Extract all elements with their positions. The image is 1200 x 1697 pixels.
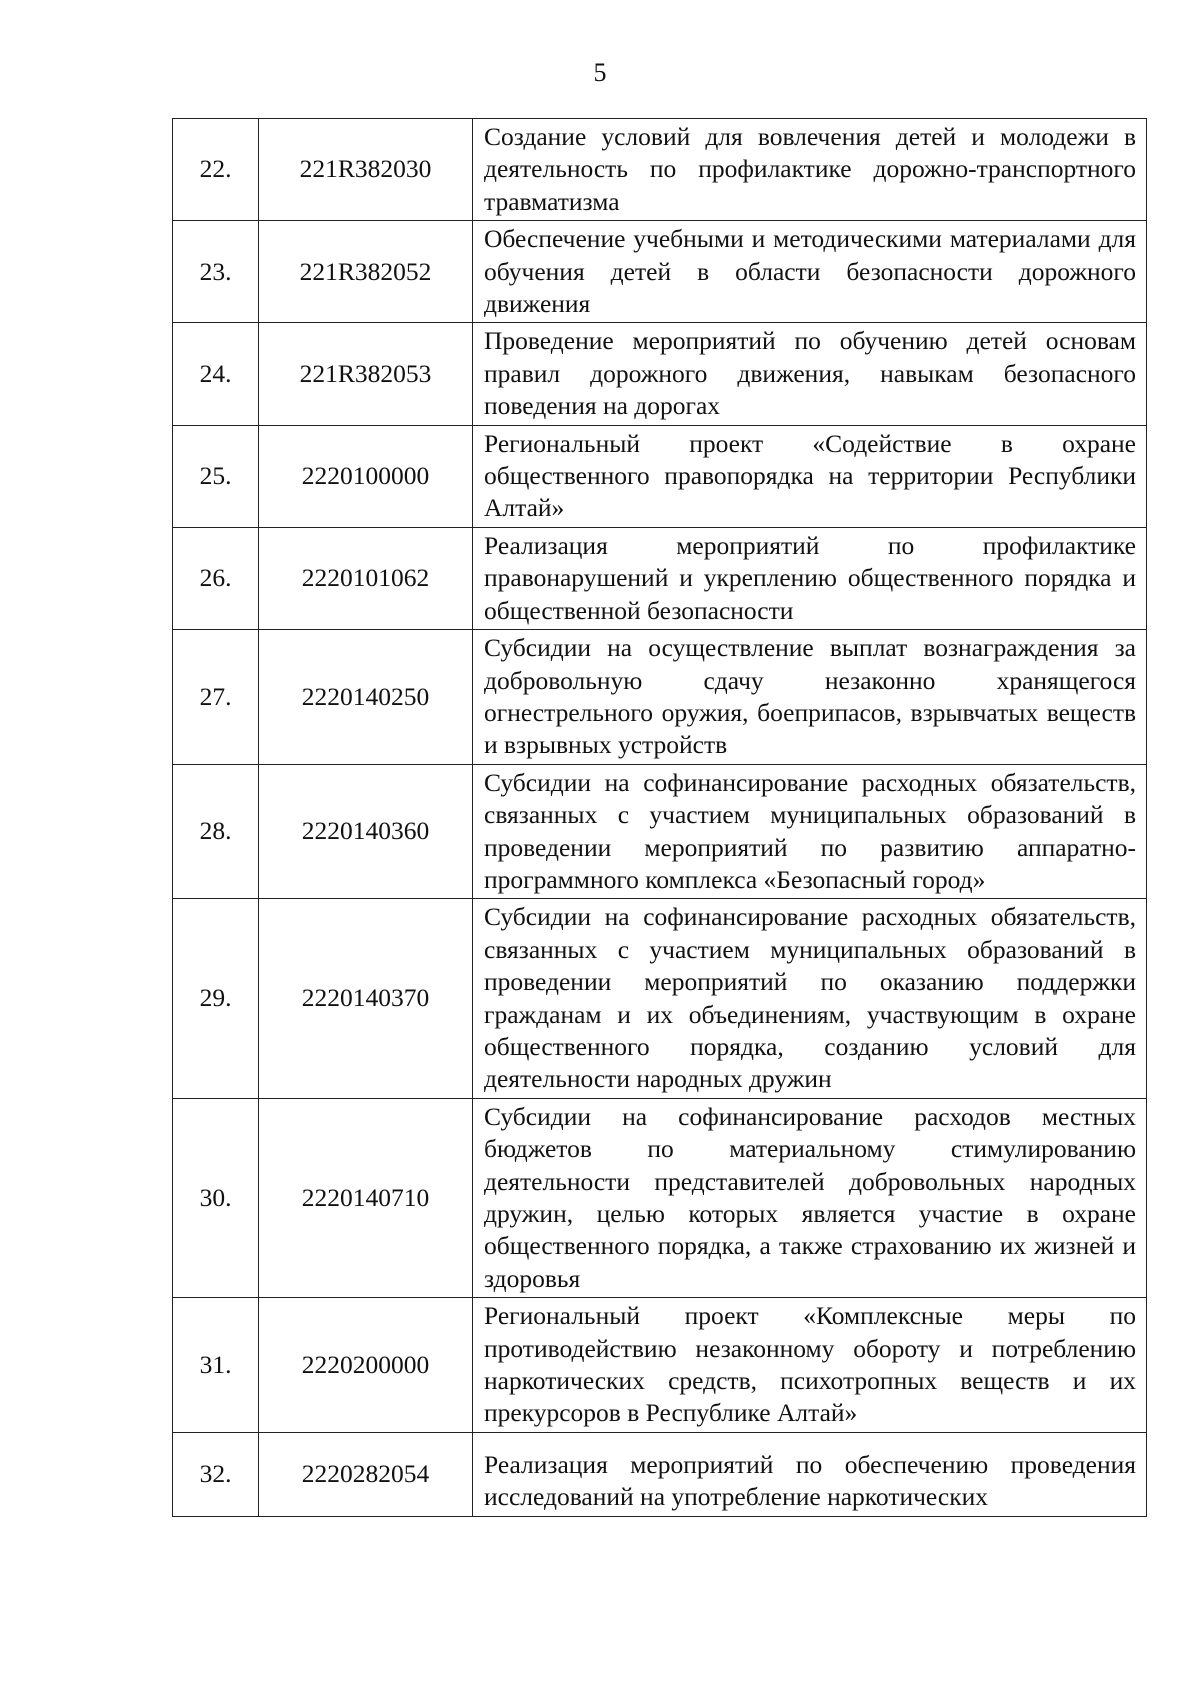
row-number: 32. bbox=[173, 1432, 259, 1516]
table-row bbox=[173, 1432, 1147, 1516]
table-row bbox=[173, 221, 1147, 323]
row-code: 2220140360 bbox=[259, 764, 473, 899]
table-row bbox=[173, 764, 1147, 899]
row-description: Субсидии на осуществление выплат вознаграждения за добровольную сдачу незаконно хранящегося огнестрельного оружия, боеприпасов, взрывчатых веществ и взрывных устройств bbox=[473, 630, 1147, 765]
row-description: Субсидии на софинансирование расходных обязательств, связанных с участием муниципальных образований в проведении мероприятий по оказанию поддержки гражданам и их объединениям, участвующим в охране общественного порядка, созданию условий для деятельности народных дружин bbox=[473, 899, 1147, 1098]
row-description: Региональный проект «Содействие в охране общественного правопорядка на территории Республики Алтай» bbox=[473, 425, 1147, 527]
row-description: Обеспечение учебными и методическими материалами для обучения детей в области безопасности дорожного движения bbox=[473, 221, 1147, 323]
row-number: 26. bbox=[173, 527, 259, 629]
row-description: Региональный проект «Комплексные меры по противодействию незаконному обороту и потреблению наркотических средств, психотропных веществ и их прекурсоров в Республике Алтай» bbox=[473, 1298, 1147, 1433]
row-number: 25. bbox=[173, 425, 259, 527]
table-row bbox=[173, 899, 1147, 1098]
row-code: 2220140710 bbox=[259, 1098, 473, 1297]
row-code: 2220101062 bbox=[259, 527, 473, 629]
row-description: Субсидии на софинансирование расходных обязательств, связанных с участием муниципальных образований в проведении мероприятий по развитию аппаратно-программного комплекса «Безопасный город» bbox=[473, 764, 1147, 899]
table-row bbox=[173, 527, 1147, 629]
row-number: 29. bbox=[173, 899, 259, 1098]
row-description: Реализация мероприятий по профилактике правонарушений и укреплению общественного порядка и общественной безопасности bbox=[473, 527, 1147, 629]
table-row bbox=[173, 119, 1147, 221]
row-code: 221R382053 bbox=[259, 323, 473, 425]
row-description: Проведение мероприятий по обучению детей основам правил дорожного движения, навыкам безопасного поведения на дорогах bbox=[473, 323, 1147, 425]
table-row bbox=[173, 323, 1147, 425]
table-row bbox=[173, 1098, 1147, 1297]
row-number: 22. bbox=[173, 119, 259, 221]
row-code: 221R382052 bbox=[259, 221, 473, 323]
row-code: 2220140250 bbox=[259, 630, 473, 765]
budget-codes-table bbox=[172, 118, 1147, 1517]
row-code: 2220200000 bbox=[259, 1298, 473, 1433]
row-description: Реализация мероприятий по обеспечению проведения исследований на употребление наркотических bbox=[473, 1432, 1147, 1516]
row-number: 28. bbox=[173, 764, 259, 899]
page-number: 5 bbox=[593, 58, 607, 87]
row-code: 221R382030 bbox=[259, 119, 473, 221]
table-row bbox=[173, 1298, 1147, 1433]
table-row bbox=[173, 630, 1147, 765]
row-number: 31. bbox=[173, 1298, 259, 1433]
row-code: 2220140370 bbox=[259, 899, 473, 1098]
row-description: Создание условий для вовлечения детей и молодежи в деятельность по профилактике дорожно-транспортного травматизма bbox=[473, 119, 1147, 221]
row-number: 30. bbox=[173, 1098, 259, 1297]
row-number: 27. bbox=[173, 630, 259, 765]
row-description: Субсидии на софинансирование расходов местных бюджетов по материальному стимулированию деятельности представителей добровольных народных дружин, целью которых является участие в охране общественного порядка, а также страхованию их жизней и здоровья bbox=[473, 1098, 1147, 1297]
row-number: 24. bbox=[173, 323, 259, 425]
table-row bbox=[173, 425, 1147, 527]
row-code: 2220100000 bbox=[259, 425, 473, 527]
row-code: 2220282054 bbox=[259, 1432, 473, 1516]
row-number: 23. bbox=[173, 221, 259, 323]
